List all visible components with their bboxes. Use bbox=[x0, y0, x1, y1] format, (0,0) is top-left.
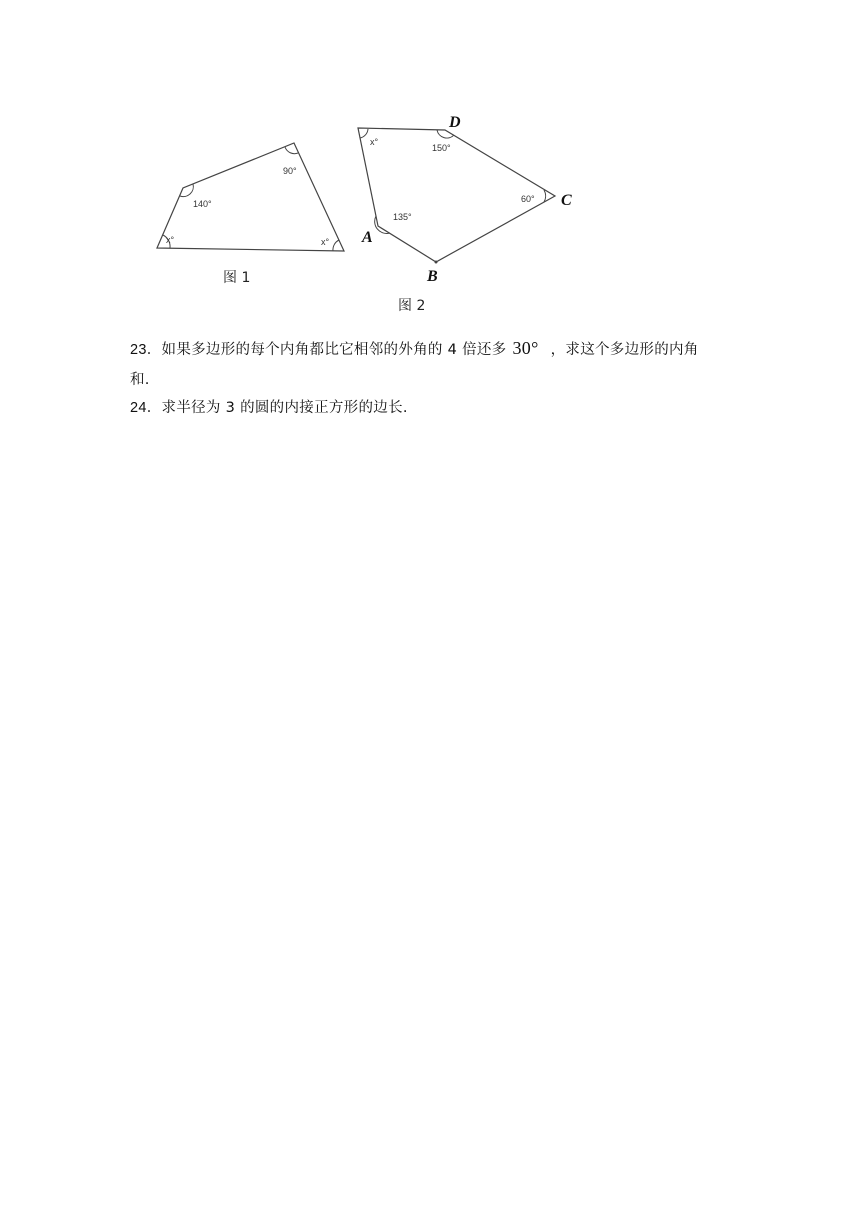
figure2-vertex-A: A bbox=[362, 229, 373, 246]
figure2-vertex-D: D bbox=[449, 114, 461, 131]
figure1-angle-140: 140° bbox=[193, 199, 212, 209]
figure2-angle-60: 60° bbox=[521, 194, 535, 204]
figure1-arc-x-right bbox=[333, 240, 339, 251]
figure2-angle-135: 135° bbox=[393, 212, 412, 222]
question-23 bbox=[130, 333, 750, 395]
figure1-angle-90: 90° bbox=[283, 166, 297, 176]
figure2-vertex-B: B bbox=[427, 268, 438, 285]
figure2-caption: 图 2 bbox=[398, 298, 426, 314]
question-23-line1 bbox=[130, 333, 750, 365]
question-23-text: 如果多边形的每个内角都比它相邻的外角的 4 倍还多 bbox=[161, 342, 507, 358]
figure2-point-B bbox=[435, 261, 438, 264]
question-23-math: 30° bbox=[512, 338, 539, 358]
figure2-arc-60 bbox=[544, 190, 546, 202]
question-23-line2: 和. bbox=[130, 372, 150, 388]
question-24-number: 24． bbox=[130, 400, 162, 416]
question-24 bbox=[130, 393, 750, 423]
figure2-angle-x: x° bbox=[370, 137, 379, 147]
figure2-arc-x bbox=[360, 129, 368, 138]
figure2-vertex-C: C bbox=[561, 192, 572, 209]
figures-svg bbox=[0, 0, 860, 330]
figure1-angle-x-right: x° bbox=[321, 237, 330, 247]
figure2-angle-150: 150° bbox=[432, 143, 451, 153]
question-23-number: 23． bbox=[130, 342, 162, 358]
question-24-text: 求半径为 3 的圆的内接正方形的边长. bbox=[161, 400, 408, 416]
geometry-figures bbox=[0, 0, 860, 330]
figure1-angle-x-left: x° bbox=[166, 235, 175, 245]
question-23-text-after: ，求这个多边形的内角 bbox=[550, 342, 699, 358]
figure1-caption: 图 1 bbox=[223, 270, 251, 286]
